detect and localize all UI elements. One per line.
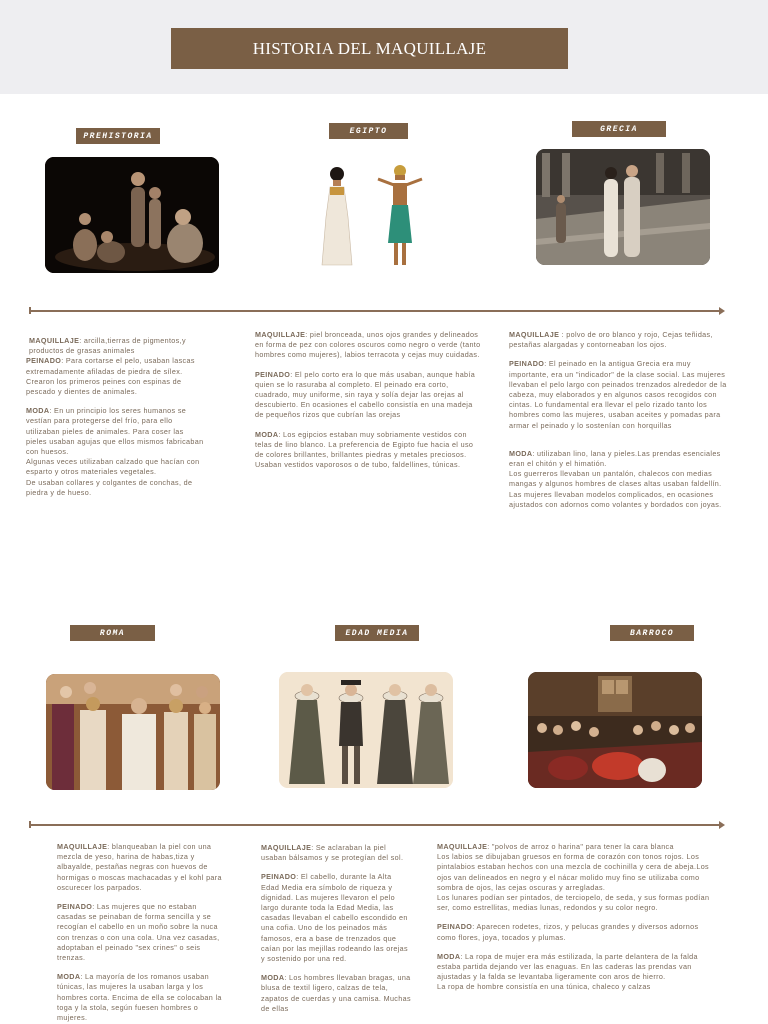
- moda-heading: MODA: [57, 972, 81, 982]
- egipto-image: [282, 157, 456, 273]
- edad-media-image: [279, 672, 453, 788]
- grecia-text: [509, 330, 731, 519]
- barroco-image: [528, 672, 702, 788]
- page-title: HISTORIA DEL MAQUILLAJE: [252, 38, 487, 58]
- maquillaje-heading: MAQUILLAJE: [261, 843, 312, 852]
- grecia-maquillaje: : polvo de oro blanco y rojo, Cejas teñidas, pestañas alargadas y contorneaban los ojos.: [509, 330, 713, 350]
- label-roma: ROMA: [70, 625, 155, 641]
- egipto-moda: : Los egipcios estaban muy sobriamente vestidos con telas de lino blanco. La preferencia de Egipto fue hacia el uso de colores brillantes, brillantes piedras y metales preciosos. Usaban vestidos vaporosos o de tubo, faldellines, túnicas.: [255, 429, 474, 470]
- egipto-text: [255, 330, 481, 479]
- moda-heading: MODA: [261, 973, 285, 983]
- edad-media-maquillaje: : Se aclaraban la piel usaban bálsamos y se protegían del sol.: [261, 843, 404, 863]
- timeline-arrow-bottom: [29, 824, 723, 826]
- maquillaje-heading: MAQUILLAJE: [29, 336, 80, 345]
- label-egipto: EGIPTO: [329, 123, 408, 139]
- barroco-peinado: : Aparecen rodetes, rizos, y pelucas grandes y diversos adornos como flores, joya, tocados y plumas.: [437, 922, 699, 942]
- prehistoria-peinado: : Para cortarse el pelo, usaban lascas extremadamente afiladas de piedra de sílex. Crearon los primeros peines con espinas de pescado y dientes de animales.: [26, 356, 195, 397]
- label-edad-media: EDAD MEDIA: [335, 625, 419, 641]
- roma-moda: : La mayoría de los romanos usaban túnicas, las mujeres la usaban larga y los hombres corta. Encima de ella se colocaban la toga y la stola, según fuesen hombres o mujeres.: [57, 972, 222, 1023]
- maquillaje-heading: MAQUILLAJE: [57, 842, 108, 851]
- prehistoria-moda: : En un principio los seres humanos se vestían para protegerse del frío, para ello utilizaban pieles de animales. Para coser las pieles usaban agujas que ellos mismos fabricaban con huesos. Algunas veces utilizaban calzado que hacían con esparto y otros materiales vegetales. De usaban collares y colgantes de conchas, de piedra y de hueso.: [26, 406, 204, 497]
- label-prehistoria: PREHISTORIA: [76, 128, 160, 144]
- peinado-heading: PEINADO: [26, 356, 62, 366]
- barroco-text: [437, 842, 713, 1024]
- grecia-peinado: : El peinado en la antigua Grecia era muy importante, era un "indicador" de la clase social. Las mujeres llevaban el pelo largo con peinados trenzados alrededor de la cabeza, muy elaborados y en algunos casos recogidos con cintas. Lo fundamental era llevar el pelo rizado tanto los hombres como las mujeres, usaban aceites y pomadas para armar el peinado y lo sostenían con horquillas: [509, 359, 727, 430]
- label-barroco: BARROCO: [610, 625, 694, 641]
- barroco-maquillaje: : "polvos de arroz o harina" para tener la cara blanca Los labios se dibujaban gruesos en forma de corazón con tonos rojos. Los pintalabios estaban hechos con una mezcla de cochinilla y cera de abeja.Los ojos van delineados en negro y el nácar molido muy fino se utilizaba como sombra de ojos, las cejas oscuras y arregladas. Los lunares podían ser pintados, de terciopelo, de seda, y sus formas podían ser, como estrellitas, medias lunas, redondos y su color negro.: [437, 842, 710, 913]
- title-banner: [171, 28, 568, 69]
- barroco-moda: : La ropa de mujer era más estilizada, la parte delantera de la falda estaba partida dejando ver las enaguas. En las caderas las prendas van ajustadas y la falda se levantaba ligeramente con aros de hierro. La ropa de hombre consistía en una túnica, chaleco y calzas: [437, 951, 698, 992]
- edad-media-moda: : Los hombres llevaban bragas, una blusa de textil ligero, calzas de tela, zapatos de cuerdas y una camisa. Muchas de ellas: [261, 973, 411, 1013]
- peinado-heading: PEINADO: [255, 369, 291, 379]
- edad-media-text: [261, 843, 411, 1024]
- roma-text: [57, 842, 223, 1024]
- peinado-heading: PEINADO: [509, 359, 545, 369]
- roma-maquillaje: : blanqueaban la piel con una mezcla de yeso, harina de habas,tiza y albayalde, pestañas negras con huevos de hormigas o moscas machacadas y el kohl para oscurecer los parpados.: [57, 842, 222, 892]
- egipto-maquillaje: : piel bronceada, unos ojos grandes y delineados en forma de pez con colores oscuros como negro o verde (tanto hombres como mujeres), labios terracota y cejas muy cuidadas.: [255, 330, 481, 360]
- moda-heading: MODA: [437, 951, 461, 961]
- label-grecia: GRECIA: [572, 121, 666, 137]
- peinado-heading: PEINADO: [57, 902, 93, 912]
- prehistoria-image: [45, 157, 219, 273]
- roma-image: [46, 674, 220, 790]
- edad-media-peinado: : El cabello, durante la Alta Edad Media era símbolo de riqueza y dignidad. Las mujeres llevaron el pelo largo durante toda la Edad Media, las casadas llevaban el cabello escondido en una cofia. Uno de los peinados más famosos, era a base de trenzados que caían por las mejillas rodeando las orejas y sostenido por una red.: [261, 872, 408, 964]
- maquillaje-heading: MAQUILLAJE: [509, 330, 560, 339]
- roma-peinado: : Las mujeres que no estaban casadas se peinaban de forma sencilla y se recogían el cabello en un moño sobre la nuca con trenzas o con una cola. Una vez casadas, adoptaban el peinado "sex crines" o seis trenzas.: [57, 902, 220, 963]
- maquillaje-heading: MAQUILLAJE: [437, 842, 488, 851]
- grecia-moda: : utilizaban lino, lana y pieles.Las prendas esenciales eran el chitón y el himatión. Los guerreros llevaban un pantalón, chalecos con medias mangas y algunos hombres de clases altas usaban faldellín. Las mujeres llevaban modelos complicados, en ocasiones ajustados con adornos como volantes y bordados con joyas.: [509, 448, 722, 509]
- prehistoria-maquillaje: : arcilla,tierras de pigmentos,y productos de grasas animales: [29, 336, 186, 356]
- moda-heading: MODA: [255, 429, 279, 439]
- grecia-image: [536, 149, 710, 265]
- timeline-arrow-top: [29, 310, 723, 312]
- moda-heading: MODA: [509, 448, 533, 458]
- peinado-heading: PEINADO: [261, 872, 297, 882]
- egipto-peinado: : El pelo corto era lo que más usaban, aunque había quien se lo rasuraba al completo. El peinado era corto, cuadrado, muy uniforme, sin raya y solía dejar las orejas al descubierto. En ocasiones el cabello consistía en una madeja de pequeños rizos que cubrían las orejas: [255, 369, 476, 420]
- prehistoria-text: [26, 336, 206, 507]
- maquillaje-heading: MAQUILLAJE: [255, 330, 306, 339]
- moda-heading: MODA: [26, 406, 50, 416]
- peinado-heading: PEINADO: [437, 922, 473, 932]
